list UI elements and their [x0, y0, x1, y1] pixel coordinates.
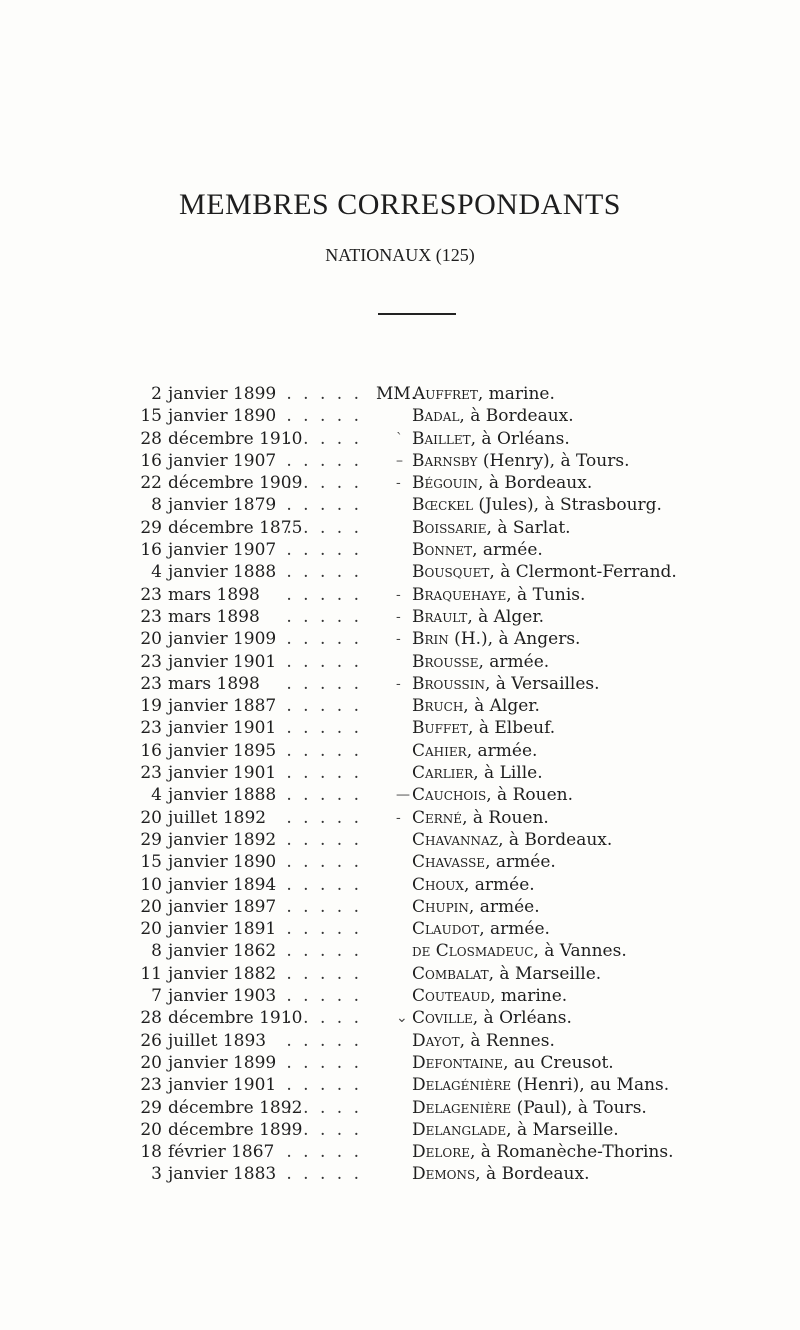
entry-day: 4 [151, 785, 162, 806]
list-item [0, 383, 800, 405]
member-location: , à Rennes. [459, 1030, 555, 1051]
member-entry [412, 1163, 589, 1185]
entry-day: 3 [151, 1164, 162, 1185]
member-location: , armée. [468, 896, 540, 917]
member-entry [412, 918, 550, 940]
entry-day: 28 [140, 1008, 162, 1029]
member-location: (Henri), au Mans. [511, 1075, 670, 1096]
member-entry [412, 450, 630, 472]
list-item [0, 517, 800, 539]
member-entry [412, 1007, 572, 1029]
list-item [0, 740, 800, 762]
member-location: , à Tunis. [506, 584, 586, 605]
member-name: Broussin [412, 673, 485, 694]
leader-dots: . . . . . [286, 1052, 362, 1073]
leader-dots: . . . . . [286, 829, 362, 850]
member-location: , à Rouen. [486, 785, 573, 806]
entry-date: janvier 1888 [168, 785, 277, 806]
list-item [0, 1052, 800, 1074]
list-item [0, 651, 800, 673]
member-name: Choux [412, 874, 464, 895]
member-name: Cahier [412, 740, 467, 761]
member-name: Boissarie [412, 517, 487, 538]
entry-date: janvier 1901 [168, 718, 277, 739]
entry-day: 15 [140, 852, 162, 873]
member-location: (Henry), à Tours. [477, 450, 630, 471]
list-item [0, 695, 800, 717]
list-item [0, 428, 800, 450]
margin-mark: ` [396, 430, 403, 447]
margin-mark: - [396, 475, 401, 492]
leader-dots: . . . . . [286, 852, 362, 873]
entry-date: janvier 1892 [168, 829, 277, 850]
member-entry [412, 740, 537, 762]
leader-dots: . . . . . [286, 540, 362, 561]
entry-day: 23 [140, 763, 162, 784]
list-item [0, 963, 800, 985]
member-entry [412, 717, 555, 739]
member-name: Coville [412, 1008, 473, 1029]
member-location: , à Marseille. [506, 1119, 619, 1140]
leader-dots: . . . . . [286, 629, 362, 650]
honorific-prefix: MM. [376, 384, 417, 404]
leader-dots: . . . . . [286, 785, 362, 806]
leader-dots: . . . . . [286, 428, 362, 449]
entry-day: 8 [151, 941, 162, 962]
list-item [0, 807, 800, 829]
member-name: Bruch [412, 696, 464, 717]
list-item [0, 874, 800, 896]
member-name: Braquehaye [412, 584, 507, 605]
member-entry [412, 584, 585, 606]
page-title: MEMBRES CORRESPONDANTS [179, 188, 621, 221]
leader-dots: . . . . . [286, 651, 362, 672]
member-location: , à Orléans. [470, 428, 570, 449]
list-item [0, 606, 800, 628]
member-entry [412, 405, 574, 427]
leader-dots: . . . . . [286, 1119, 362, 1140]
member-location: , à Bordeaux. [498, 829, 613, 850]
leader-dots: . . . . . [286, 584, 362, 605]
member-location: , armée. [466, 740, 538, 761]
entry-day: 23 [140, 606, 162, 627]
entry-day: 20 [140, 629, 162, 650]
entry-date: mars 1898 [168, 606, 260, 627]
member-entry [412, 428, 570, 450]
member-location: , à Alger. [463, 696, 540, 717]
member-entry [412, 628, 580, 650]
entry-date: janvier 1879 [168, 495, 277, 516]
list-item [0, 405, 800, 427]
member-entry [412, 1119, 619, 1141]
entry-date: janvier 1895 [168, 740, 277, 761]
member-entry [412, 494, 662, 516]
member-location: (Jules), à Strasbourg. [473, 495, 662, 516]
leader-dots: . . . . . [286, 495, 362, 516]
member-location: (H.), à Angers. [448, 629, 581, 650]
margin-mark: - [396, 675, 401, 692]
member-name: Claudot [412, 919, 480, 940]
leader-dots: . . . . . [286, 1075, 362, 1096]
member-entry [412, 695, 540, 717]
member-name: Delanglade [412, 1119, 507, 1140]
entry-day: 7 [151, 986, 162, 1007]
member-location: , à Vannes. [533, 941, 627, 962]
leader-dots: . . . . . [286, 1097, 362, 1118]
entry-date: janvier 1897 [168, 896, 277, 917]
list-item [0, 762, 800, 784]
leader-dots: . . . . . [286, 406, 362, 427]
entry-date: janvier 1901 [168, 1075, 277, 1096]
member-entry [412, 517, 571, 539]
leader-dots: . . . . . [286, 450, 362, 471]
member-name: de Closmadeuc [412, 941, 534, 962]
leader-dots: . . . . . [286, 517, 362, 538]
entry-day: 23 [140, 1075, 162, 1096]
member-entry [412, 940, 627, 962]
entry-day: 2 [151, 384, 162, 404]
entry-date: janvier 1901 [168, 763, 277, 784]
leader-dots: . . . . . [286, 696, 362, 717]
entry-day: 16 [140, 740, 162, 761]
member-name: Barnsby [412, 450, 478, 471]
member-name: Cerné [412, 807, 463, 828]
member-name: Chavannaz [412, 829, 499, 850]
member-location: , à Lille. [473, 763, 543, 784]
entry-date: janvier 1882 [168, 963, 277, 984]
member-name: Defontaine [412, 1052, 504, 1073]
list-item [0, 1119, 800, 1141]
leader-dots: . . . . . [286, 673, 362, 694]
entry-day: 20 [140, 807, 162, 828]
member-location: , armée. [485, 852, 556, 873]
entry-date: janvier 1894 [168, 874, 277, 895]
member-name: Chupin [412, 896, 469, 917]
member-location: , marine. [477, 384, 555, 404]
member-location: , à Alger. [467, 606, 544, 627]
leader-dots: . . . . . [286, 763, 362, 784]
list-item [0, 1097, 800, 1119]
list-item [0, 539, 800, 561]
leader-dots: . . . . . [286, 384, 362, 404]
entry-day: 20 [140, 1052, 162, 1073]
member-name: Bousquet [412, 562, 490, 583]
leader-dots: . . . . . [286, 896, 362, 917]
entry-date: janvier 1890 [168, 852, 277, 873]
member-entry [412, 472, 592, 494]
entry-day: 19 [140, 696, 162, 717]
leader-dots: . . . . . [286, 1008, 362, 1029]
leader-dots: . . . . . [286, 740, 362, 761]
list-item [0, 1007, 800, 1029]
member-name: Badal [412, 406, 460, 427]
member-entry [412, 561, 677, 583]
member-entry [412, 762, 543, 784]
member-name: Auffret [413, 384, 478, 404]
member-name: Bœckel [412, 495, 474, 516]
member-entry [412, 651, 549, 673]
entry-day: 20 [140, 919, 162, 940]
member-location: , à Clermont-Ferrand. [489, 562, 677, 583]
member-name: Cauchois [412, 785, 487, 806]
member-location: , à Bordeaux. [475, 1164, 590, 1185]
entry-date: janvier 1907 [168, 450, 277, 471]
margin-mark: - [396, 586, 401, 603]
member-entry [412, 1030, 555, 1052]
entry-day: 23 [140, 718, 162, 739]
list-item [0, 851, 800, 873]
member-list [0, 383, 800, 1186]
leader-dots: . . . . . [286, 874, 362, 895]
member-location: , à Versailles. [484, 673, 600, 694]
list-item [0, 985, 800, 1007]
leader-dots: . . . . . [286, 963, 362, 984]
list-item [0, 584, 800, 606]
entry-day: 26 [140, 1030, 162, 1051]
leader-dots: . . . . . [286, 986, 362, 1007]
list-item [0, 1163, 800, 1185]
member-entry [412, 851, 556, 873]
list-item [0, 450, 800, 472]
entry-date: décembre 1875 [168, 517, 303, 538]
member-entry [412, 784, 573, 806]
leader-dots: . . . . . [286, 1164, 362, 1185]
entry-date: décembre 1910 [168, 1008, 303, 1029]
member-name: Brault [412, 606, 468, 627]
entry-day: 8 [151, 495, 162, 516]
margin-mark: — [396, 787, 410, 804]
entry-date: janvier 1899 [168, 384, 277, 404]
member-location: , à Rouen. [462, 807, 549, 828]
entry-date: janvier 1909 [168, 629, 277, 650]
member-name: Dayot [412, 1030, 460, 1051]
leader-dots: . . . . . [286, 1142, 362, 1163]
entry-date: février 1867 [168, 1142, 275, 1163]
entry-day: 23 [140, 673, 162, 694]
entry-day: 16 [140, 540, 162, 561]
list-item [0, 717, 800, 739]
margin-mark: - [396, 809, 401, 826]
entry-day: 23 [140, 651, 162, 672]
entry-date: janvier 1899 [168, 1052, 277, 1073]
member-name: Chavasse [412, 852, 486, 873]
member-name: Couteaud [412, 986, 491, 1007]
entry-date: janvier 1862 [168, 941, 277, 962]
margin-mark: ⌄ [396, 1010, 408, 1027]
leader-dots: . . . . . [286, 807, 362, 828]
member-entry [412, 1074, 669, 1096]
list-item [0, 1141, 800, 1163]
member-entry [412, 896, 540, 918]
member-entry [413, 383, 555, 405]
member-location: , marine. [490, 986, 568, 1007]
entry-day: 18 [140, 1142, 162, 1163]
member-location: , au Creusot. [503, 1052, 614, 1073]
member-entry [412, 963, 601, 985]
list-item [0, 494, 800, 516]
entry-date: janvier 1901 [168, 651, 277, 672]
list-item [0, 918, 800, 940]
member-entry [412, 807, 549, 829]
entry-day: 16 [140, 450, 162, 471]
member-name: Delore [412, 1142, 470, 1163]
list-item [0, 1030, 800, 1052]
member-name: Bonnet [412, 540, 473, 561]
entry-day: 29 [140, 1097, 162, 1118]
entry-date: janvier 1903 [168, 986, 277, 1007]
list-item [0, 940, 800, 962]
member-entry [412, 985, 567, 1007]
entry-date: janvier 1891 [168, 919, 277, 940]
entry-date: mars 1898 [168, 584, 260, 605]
member-location: , à Marseille. [488, 963, 602, 984]
list-item [0, 784, 800, 806]
member-location: , armée. [479, 919, 550, 940]
entry-date: janvier 1883 [168, 1164, 277, 1185]
list-item [0, 472, 800, 494]
member-name: Brousse [412, 651, 479, 672]
entry-day: 10 [140, 874, 162, 895]
member-location: , à Sarlat. [486, 517, 571, 538]
entry-date: mars 1898 [168, 673, 260, 694]
section-subtitle: NATIONAUX (125) [325, 245, 475, 265]
entry-day: 23 [140, 584, 162, 605]
member-location: , à Bordeaux. [459, 406, 574, 427]
member-entry [412, 606, 544, 628]
leader-dots: . . . . . [286, 1030, 362, 1051]
member-entry [412, 539, 543, 561]
member-name: Baillet [412, 428, 471, 449]
leader-dots: . . . . . [286, 562, 362, 583]
member-name: Delagénière [412, 1075, 512, 1096]
member-name: Demons [412, 1164, 476, 1185]
member-location: , à Orléans. [472, 1008, 572, 1029]
entry-day: 15 [140, 406, 162, 427]
list-item [0, 673, 800, 695]
entry-day: 20 [140, 1119, 162, 1140]
entry-date: juillet 1892 [168, 807, 267, 828]
member-entry [412, 673, 600, 695]
entry-day: 22 [140, 473, 162, 494]
leader-dots: . . . . . [286, 919, 362, 940]
entry-day: 29 [140, 829, 162, 850]
margin-mark: - [396, 631, 401, 648]
list-item [0, 628, 800, 650]
member-name: Buffet [412, 718, 469, 739]
entry-date: décembre 1909 [168, 473, 303, 494]
member-location: , à Bordeaux. [478, 473, 593, 494]
margin-mark: – [396, 452, 403, 469]
member-location: , armée. [478, 651, 550, 672]
entry-day: 29 [140, 517, 162, 538]
leader-dots: . . . . . [286, 941, 362, 962]
entry-day: 20 [140, 896, 162, 917]
member-location: (Paul), à Tours. [511, 1097, 647, 1118]
list-item [0, 1074, 800, 1096]
member-name: Delagenière [412, 1097, 512, 1118]
entry-date: janvier 1887 [168, 696, 277, 717]
member-location: , à Elbeuf. [468, 718, 556, 739]
member-entry [412, 1052, 614, 1074]
list-item [0, 561, 800, 583]
leader-dots: . . . . . [286, 718, 362, 739]
member-entry [412, 1141, 673, 1163]
entry-date: janvier 1888 [168, 562, 277, 583]
entry-date: janvier 1890 [168, 406, 277, 427]
member-location: , armée. [463, 874, 535, 895]
entry-day: 4 [151, 562, 162, 583]
entry-date: juillet 1893 [168, 1030, 267, 1051]
member-location: , armée. [472, 540, 543, 561]
list-item [0, 896, 800, 918]
entry-date: décembre 1892 [168, 1097, 303, 1118]
entry-day: 11 [140, 963, 162, 984]
list-item [0, 829, 800, 851]
entry-date: janvier 1907 [168, 540, 277, 561]
member-name: Combalat [412, 963, 489, 984]
member-name: Carlier [412, 763, 474, 784]
leader-dots: . . . . . [286, 473, 362, 494]
member-location: , à Romanèche-Thorins. [470, 1142, 674, 1163]
member-entry [412, 874, 535, 896]
entry-date: décembre 1899 [168, 1119, 303, 1140]
member-entry [412, 829, 612, 851]
leader-dots: . . . . . [286, 606, 362, 627]
margin-mark: - [396, 608, 401, 625]
member-name: Bégouin [412, 473, 479, 494]
member-name: Brin [412, 629, 449, 650]
member-entry [412, 1097, 647, 1119]
entry-day: 28 [140, 428, 162, 449]
entry-date: décembre 1910 [168, 428, 303, 449]
divider-rule [378, 313, 456, 315]
